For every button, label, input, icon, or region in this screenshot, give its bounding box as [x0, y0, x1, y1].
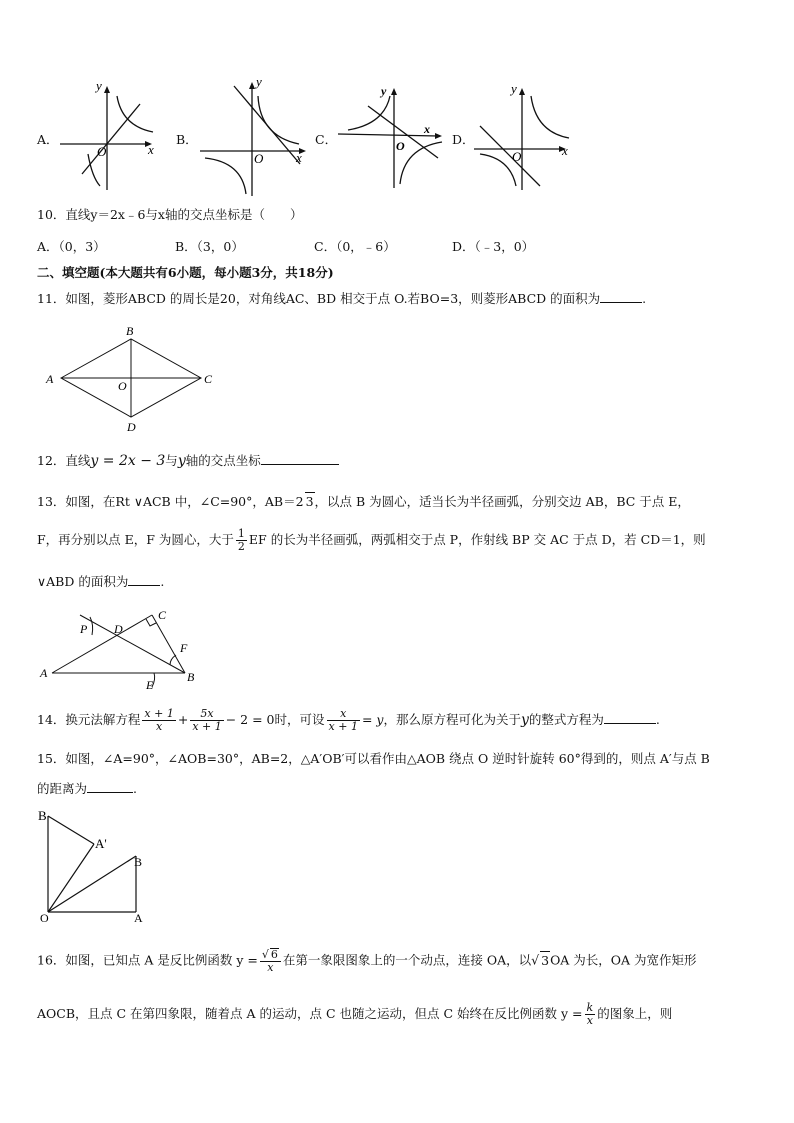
- origin-label: O: [396, 139, 405, 153]
- q16-line2a: AOCB，且点 C 在第四象限，随着点 A 的运动，点 C 也随之运动，但点 C 始终在反比例函数 y =: [37, 1006, 583, 1021]
- q13-line2a: F，再分别以点 E，F 为圆心，大于: [37, 532, 234, 547]
- q14-suffix-b: 的整式方程为: [528, 712, 604, 727]
- axis-y-label: y: [381, 84, 387, 98]
- q12-text: [37, 452, 339, 470]
- answer-blank: [600, 302, 642, 303]
- point-b: B: [134, 855, 143, 869]
- q13-line3: [37, 573, 164, 591]
- axis-y-label: y: [511, 81, 517, 96]
- vertex-c: C: [158, 608, 167, 622]
- vertex-d: D: [127, 420, 136, 434]
- q16-line2b: 的图象上，则: [597, 1006, 673, 1021]
- q13-line1: [37, 492, 690, 511]
- rotation-diagram: [36, 806, 156, 926]
- fraction-2: $\frac{5x}{x + 1}$: [192, 707, 222, 733]
- sqrt3: 3: [541, 952, 550, 968]
- q14-suffix-a: ，那么原方程可化为关于: [383, 712, 521, 727]
- q14-end: .: [655, 712, 660, 727]
- axis-y-label: y: [256, 74, 262, 89]
- point-o: O: [40, 911, 49, 925]
- q16-line1a: 16．如图，已知点 A 是反比例函数 y =: [37, 952, 258, 968]
- q10-text: 10．直线y＝2x﹣6与x轴的交点坐标是（ ）: [37, 207, 303, 222]
- answer-blank: [604, 723, 656, 724]
- fraction-k-over-x: $\frac{k}{x}$: [586, 1001, 594, 1027]
- q16-line1c: OA 为长，OA 为宽作矩形: [550, 952, 697, 968]
- graph-b: [200, 74, 310, 198]
- q14-rest: − 2 = 0: [225, 712, 275, 727]
- sqrt3: 3: [305, 494, 314, 509]
- q14-mid: 时，可设: [274, 712, 325, 727]
- graph-a: [60, 78, 160, 192]
- eq-y: = y: [361, 712, 384, 727]
- point-f: F: [180, 641, 188, 655]
- q15-line1: 15．如图，∠A=90°，∠AOB=30°，AB=2，△A′OB′可以看作由△AOB 绕点 O 逆时针旋转 60°得到的，则点 A′与点 B: [37, 751, 710, 766]
- q11-stem: 11．如图，菱形ABCD 的周长是20，对角线AC、BD 相交于点 O.若BO=3，则菱形ABCD 的面积为: [37, 291, 601, 306]
- q13-line3a: ∨ABD 的面积为: [37, 574, 129, 589]
- point-a-prime: A': [95, 836, 107, 851]
- fraction-sqrt6-over-x: $\frac{√ 6}{x}$: [260, 948, 281, 974]
- fraction-3: $\frac{x}{x + 1}$: [328, 707, 358, 733]
- axis-x-label: x: [424, 122, 430, 136]
- origin-label: O: [512, 149, 522, 164]
- section-heading: 二、填空题(本大题共有6小题，每小题3分，共18分): [37, 265, 334, 280]
- q15-end: .: [133, 781, 137, 796]
- q16-line2: [37, 1002, 672, 1027]
- q16-line1: 16．如图，已知点 A 是反比例函数 y = $\frac{√ 6}{x}$ 在第一象限图象上的一个动点，连接 OA，以√ 3OA 为长，OA 为宽作矩形: [37, 948, 697, 974]
- plus-sign: +: [177, 712, 189, 727]
- q15-line2-text: 的距离为: [37, 781, 88, 796]
- q13-line3b: .: [160, 574, 165, 589]
- q10-option-b: B．（3，0）: [175, 239, 244, 254]
- axis-x-label: x: [148, 142, 154, 157]
- q15-line2: [37, 780, 137, 798]
- q14-text: [37, 708, 660, 733]
- fraction-1: $\frac{x + 1}{x}$: [144, 707, 174, 733]
- point-e: E: [146, 678, 154, 692]
- graph-d: [474, 82, 579, 192]
- q13-line2b: EF 的长为半径画弧，两弧相交于点 P，作射线 BP 交 AC 于点 D，若 CD＝1，则: [248, 532, 706, 547]
- graph-c: [338, 82, 448, 192]
- point-b-prime: B: [38, 808, 47, 823]
- q16-line1b: 在第一象限图象上的一个动点，连接 OA，以: [282, 952, 532, 968]
- q14-prefix: 14．换元法解方程: [37, 712, 141, 727]
- fraction-half: $\frac{1}{2}$: [237, 527, 245, 553]
- q10-option-a: A．（0，3）: [37, 239, 106, 254]
- origin-label: O: [254, 151, 264, 166]
- point-a: A: [134, 911, 143, 925]
- triangle-diagram: [40, 605, 210, 695]
- rhombus-diagram: [44, 325, 224, 435]
- point-p: P: [80, 622, 88, 636]
- axis-x-label: x: [562, 143, 568, 158]
- q12-prefix: 12．直线: [37, 453, 91, 468]
- option-a-label: A．: [37, 132, 59, 147]
- q10-option-c: C．（0，﹣6）: [314, 239, 396, 254]
- vertex-a: A: [46, 372, 54, 386]
- center-o: O: [118, 379, 127, 393]
- q12-equation: y = 2x − 3: [90, 453, 166, 469]
- vertex-c: C: [204, 372, 213, 386]
- q13-line1b: ，以点 B 为圆心，适当长为半径画弧，分别交边 AB，BC 于点 E，: [314, 494, 690, 509]
- vertex-b: B: [187, 670, 195, 684]
- option-d-label: D．: [452, 132, 475, 147]
- axis-y-label: y: [96, 78, 102, 93]
- axis-x-label: x: [296, 150, 302, 165]
- answer-blank: [87, 792, 133, 793]
- vertex-a: A: [40, 666, 48, 680]
- q13-line2: [37, 528, 706, 553]
- q12-suffix: 轴的交点坐标: [185, 453, 261, 468]
- origin-label: O: [97, 144, 107, 159]
- q11-end: .: [642, 291, 647, 306]
- q14-var: y: [520, 712, 529, 728]
- option-b-label: B．: [176, 132, 198, 147]
- q10-option-d: D．（﹣3，0）: [452, 239, 535, 254]
- q11-text: [37, 290, 646, 308]
- q13-line1a: 13．如图，在Rt ∨ACB 中，∠C=90°，AB＝2: [37, 494, 304, 509]
- q12-mid: 与: [165, 453, 178, 468]
- answer-blank: [128, 585, 160, 586]
- point-d: D: [114, 622, 123, 636]
- answer-blank: [261, 464, 339, 465]
- option-c-label: C．: [315, 132, 338, 147]
- q12-var: y: [177, 453, 186, 469]
- vertex-b: B: [126, 324, 134, 338]
